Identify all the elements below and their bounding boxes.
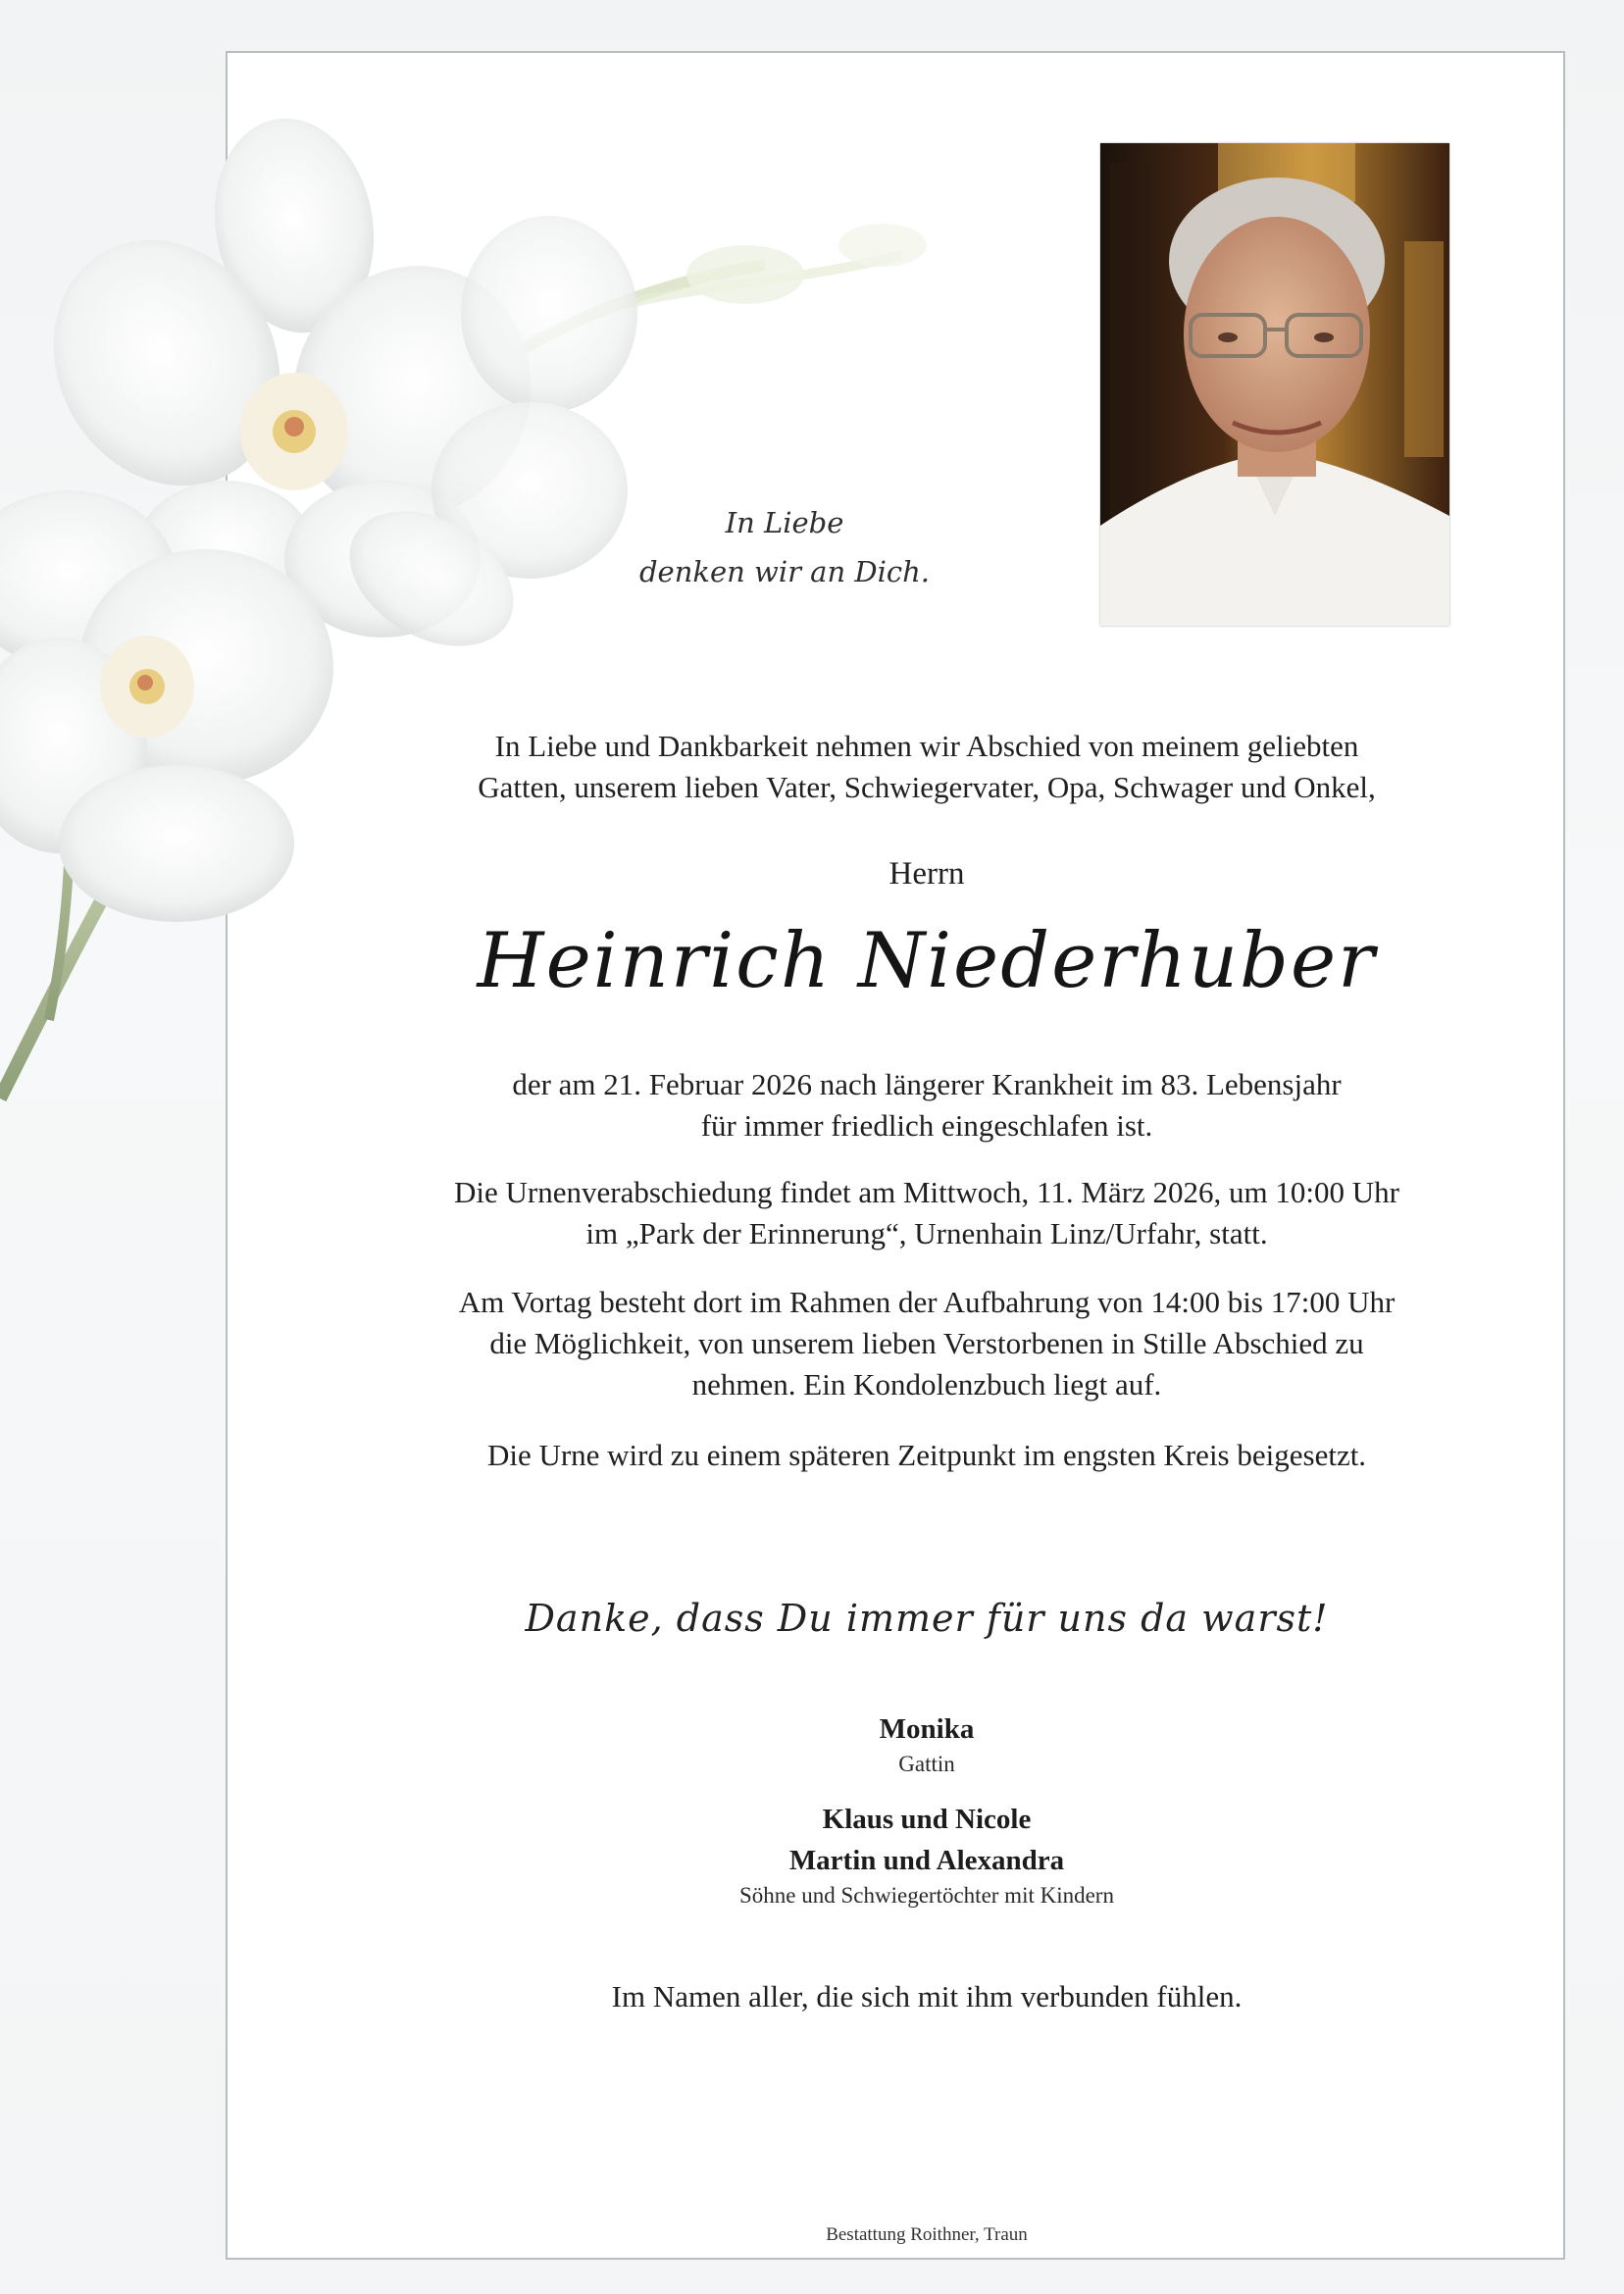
viewing-line: Am Vortag besteht dort im Rahmen der Aufbahrung von 14:00 bis 17:00 Uhr — [458, 1285, 1396, 1319]
viewing-line: nehmen. Ein Kondolenzbuch liegt auf. — [691, 1367, 1162, 1402]
salutation: Herrn — [888, 856, 965, 892]
closing-line: Im Namen aller, die sich mit ihm verbunden fühlen. — [611, 1979, 1243, 2014]
funeral-home-credit: Bestattung Roithner, Traun — [826, 2224, 1028, 2245]
footer-block — [373, 2224, 1481, 2246]
deceased-name: Heinrich Niederhuber — [477, 917, 1377, 1005]
salutation-block — [373, 853, 1481, 894]
viewing-line: die Möglichkeit, von unserem lieben Verstorbenen in Stille Abschied zu — [489, 1326, 1364, 1360]
death-notice — [373, 1064, 1481, 1147]
mourner-role: Gattin — [898, 1752, 955, 1776]
closing-block — [373, 1976, 1481, 2017]
mourner-name: Martin und Alexandra — [788, 1845, 1065, 1876]
mourner-name: Monika — [879, 1713, 975, 1745]
mourner-name: Klaus und Nicole — [822, 1804, 1032, 1835]
ceremony-line: im „Park der Erinnerung“, Urnenhain Linz/Urfahr, statt. — [585, 1216, 1268, 1250]
motto-line: In Liebe — [725, 506, 844, 539]
mourners — [373, 1708, 1481, 1911]
motto-line: denken wir an Dich. — [638, 555, 931, 588]
thanks-block — [373, 1597, 1481, 1640]
motto — [588, 498, 981, 596]
deceased-portrait — [1100, 143, 1449, 626]
ceremony-line: Die Urnenverabschiedung findet am Mittwoch, 11. März 2026, um 10:00 Uhr — [454, 1175, 1399, 1209]
thanks-line: Danke, dass Du immer für uns da warst! — [525, 1597, 1329, 1640]
name-block — [373, 917, 1481, 1005]
death-notice-line: der am 21. Februar 2026 nach längerer Krankheit im 83. Lebensjahr — [512, 1067, 1342, 1101]
burial-line: Die Urne wird zu einem späteren Zeitpunkt im engsten Kreis beigesetzt. — [486, 1438, 1367, 1472]
intro-text — [373, 726, 1481, 808]
intro-line: Gatten, unserem lieben Vater, Schwiegervater, Opa, Schwager und Onkel, — [478, 770, 1376, 804]
viewing-info — [373, 1282, 1481, 1405]
death-notice-line: für immer friedlich eingeschlafen ist. — [700, 1108, 1153, 1143]
ceremony-info — [373, 1172, 1481, 1254]
burial-info — [373, 1435, 1481, 1476]
mourner-role: Söhne und Schwiegertöchter mit Kindern — [739, 1883, 1114, 1908]
intro-line: In Liebe und Dankbarkeit nehmen wir Abschied von meinem geliebten — [494, 729, 1359, 763]
